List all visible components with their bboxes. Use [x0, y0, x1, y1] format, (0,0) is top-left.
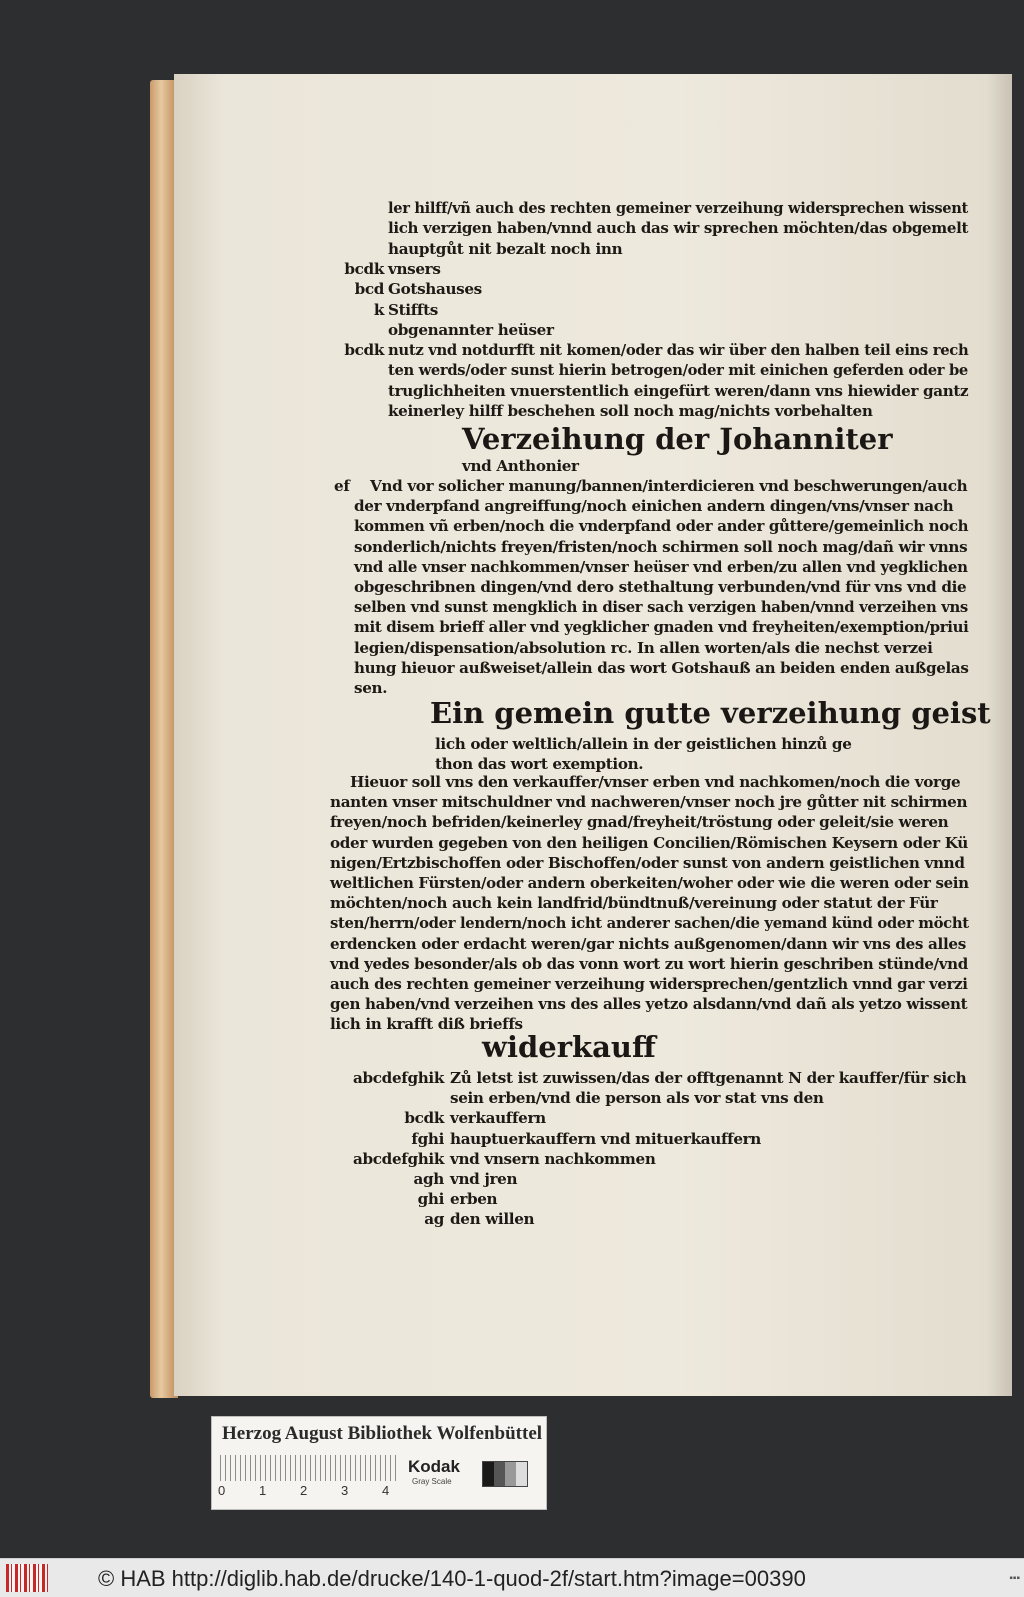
ruler-number: 4	[382, 1483, 390, 1498]
text-line: sten/herrn/oder lendern/noch icht anderer sachen/die yemand künd oder möcht	[330, 914, 969, 933]
signature-marker: ef	[334, 477, 350, 495]
text-line: vnd alle vnser nachkommen/vnser heüser vnd erben/zu allen vnd yegklichen	[354, 557, 968, 576]
signature-marker: agh	[413, 1170, 444, 1188]
text-line: erdencken oder erdacht weren/gar nichts außgenomen/dann wir vns des alles	[330, 934, 966, 953]
kodak-brand: Kodak	[408, 1457, 460, 1476]
text-line: mit disem brieff aller vnd yegklicher gnaden vnd freyheiten/exemption/priui	[354, 618, 969, 637]
gray-scale-icon	[482, 1461, 528, 1487]
text-line: den willen	[450, 1210, 535, 1229]
heading-gemein: Ein gemein gutte verzeihung geist	[430, 696, 991, 730]
text-line: hung hieuor außweiset/allein das wort Gotshauß an beiden enden außgelas	[354, 658, 969, 677]
footer-bar	[0, 1558, 1024, 1597]
text-line: vnd vnsern nachkommen	[450, 1149, 656, 1168]
ruler-number: 1	[259, 1483, 267, 1498]
text-line: nigen/Ertzbischoffen oder Bischoffen/oder sunst von andern geistlichen vnnd	[330, 853, 965, 872]
text-line: keinerley hilff beschehen soll noch mag/nichts vorbehalten	[388, 402, 873, 420]
text-line: sen.	[354, 679, 388, 697]
text-line: gen haben/vnd verzeihen vns des alles yetzo alsdann/vnd dañ als yetzo wissent	[330, 995, 968, 1014]
text-line: Zů letst ist zuwissen/das der offtgenannt N der kauffer/für sich	[450, 1069, 967, 1087]
text-line: der vnderpfand angreiffung/noch einichen andern dingen/vns/vnser nach	[354, 497, 954, 516]
text-line: auch des rechten gemeiner verzeihung widersprechen/gentzlich vnnd gar verzi	[330, 975, 968, 993]
text-line: selben vnd sunst mengklich in diser sach verzigen haben/vnnd verzeihen vns	[354, 598, 968, 617]
signature-marker: bcd	[354, 280, 384, 299]
heading-widerkauff: widerkauff	[482, 1030, 656, 1064]
text-line: lich verzigen haben/vnnd auch das wir sprechen möchten/das obgemelt	[388, 219, 969, 238]
text-line: obgeschribnen dingen/vnd dero stethaltung verbunden/vnd für vns vnd die	[354, 578, 967, 596]
signature-marker: k	[373, 300, 384, 319]
text-line: Gotshauses	[388, 280, 482, 299]
text-line: ler hilff/vñ auch des rechten gemeiner verzeihung widersprechen wissent	[388, 199, 968, 217]
signature-marker: fghi	[411, 1129, 444, 1148]
text-line: vnd jren	[450, 1170, 518, 1188]
text-line: legien/dispensation/absolution rc. In allen worten/als die nechst verzei	[354, 638, 933, 657]
signature-marker: abcdefghik	[353, 1069, 444, 1087]
text-line: möchten/noch auch kein landfrid/bündtnuß/vereinung oder statut der Für	[330, 894, 938, 913]
library-label-card	[211, 1416, 547, 1510]
heading-gemein-sub2: thon das wort exemption.	[435, 755, 644, 773]
text-line: nutz vnd notdurfft nit komen/oder das wir über den halben teil eins rech	[388, 341, 969, 360]
text-line: Stiffts	[388, 300, 438, 319]
signature-marker: ghi	[417, 1190, 444, 1209]
text-line: hauptuerkauffern vnd mituerkauffern	[450, 1129, 761, 1148]
heading-gemein-sub1: lich oder weltlich/allein in der geistlichen hinzů ge	[435, 735, 852, 753]
text-line: sein erben/vnd die person als vor stat vns den	[450, 1089, 824, 1108]
ruler-number: 0	[218, 1483, 226, 1498]
footer-dots: ▪▪▪	[1009, 1573, 1020, 1584]
text-line: Vnd vor solicher manung/bannen/interdicieren vnd beschwerungen/auch	[370, 477, 968, 495]
kodak-subtitle: Gray Scale	[412, 1477, 452, 1486]
text-line: nanten vnser mitschuldner vnd nachweren/vnser noch jre gůtter nit schirmen	[330, 793, 968, 812]
heading-verzeihung: Verzeihung der Johanniter	[462, 422, 893, 456]
text-line: sonderlich/nichts freyen/fristen/noch schirmen soll noch mag/dañ wir vnns	[354, 537, 968, 556]
text-line: weltlichen Fürsten/oder andern oberkeiten/woher oder wie die weren oder sein	[330, 874, 969, 892]
footer-url[interactable]: © HAB http://diglib.hab.de/drucke/140-1-quod-2f/start.htm?image=00390	[98, 1566, 806, 1591]
signature-marker: ag	[424, 1210, 444, 1229]
barcode-logo-icon	[6, 1564, 48, 1592]
text-line: truglichheiten vnuerstentlich eingefürt weren/dann vns hiewider gantz	[388, 381, 969, 400]
text-line: oder wurden gegeben von den heiligen Concilien/Römischen Keysern oder Kü	[330, 833, 968, 852]
text-line: freyen/noch befriden/keinerley gnad/freyheit/tröstung oder geleit/sie weren	[330, 813, 949, 832]
text-line: kommen vñ erben/noch die vnderpfand oder ander gůttere/gemeinlich noch	[354, 517, 969, 536]
text-line: vnd yedes besonder/als ob das vonn wort zu wort hierin geschriben stünde/vnd	[330, 954, 968, 973]
text-line: hauptgůt nit bezalt noch inn	[388, 239, 623, 258]
text-line: ten werds/oder sunst hierin betrogen/oder mit einichen geferden oder be	[388, 361, 968, 380]
text-line: vnsers	[388, 259, 441, 278]
signature-marker: bcdk	[404, 1109, 444, 1128]
text-line: verkauffern	[450, 1109, 546, 1128]
text-line: erben	[450, 1190, 498, 1209]
text-line: obgenannter heüser	[388, 320, 554, 339]
library-name: Herzog August Bibliothek Wolfenbüttel	[222, 1423, 543, 1444]
ruler-number: 2	[300, 1483, 308, 1498]
ruler-icon	[220, 1455, 398, 1481]
text-line: lich in krafft diß brieffs	[330, 1015, 523, 1034]
signature-marker: bcdk	[344, 259, 384, 278]
ruler-number: 3	[341, 1483, 349, 1498]
heading-verzeihung-sub: vnd Anthonier	[462, 457, 579, 475]
signature-marker: bcdk	[344, 341, 384, 360]
text-line: Hieuor soll vns den verkauffer/vnser erben vnd nachkomen/noch die vorge	[350, 773, 961, 791]
signature-marker: abcdefghik	[353, 1149, 444, 1168]
